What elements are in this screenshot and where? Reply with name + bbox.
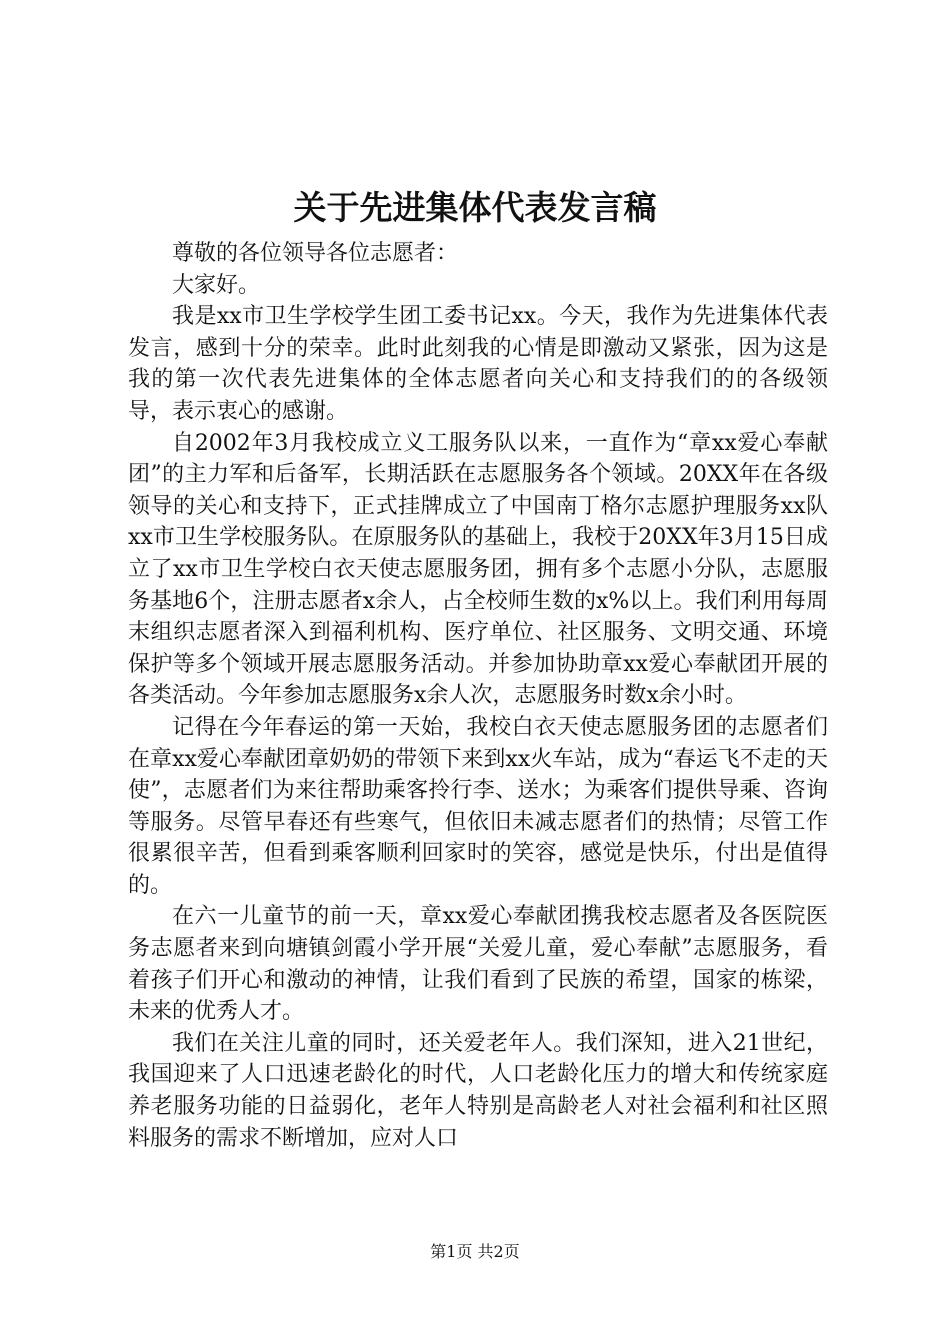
page-footer: 第1页 共2页 [430,1242,520,1261]
document-title: 关于先进集体代表发言稿 [293,188,657,227]
document-body [128,238,828,1154]
paragraph: 我是xx市卫生学校学生团工委书记xx。今天，我作为先进集体代表发言，感到十分的荣幸。此时此刻我的心情是即激动又紧张，因为这是我的第一次代表先进集体的全体志愿者向关心和支持我们的的各级领导，表示衷心的感谢。 [128,304,828,424]
paragraph: 在六一儿童节的前一天，章xx爱心奉献团携我校志愿者及各医院医务志愿者来到向塘镇剑霞小学开展“关爱儿童，爱心奉献”志愿服务，看着孩子们开心和激动的神情，让我们看到了民族的希望，国家的栋梁，未来的优秀人才。 [128,904,828,1025]
paragraph: 记得在今年春运的第一天始，我校白衣天使志愿服务团的志愿者们在章xx爱心奉献团章奶奶的带领下来到xx火车站，成为“春运飞不走的天使”，志愿者们为来往帮助乘客拎行李、送水；为乘客们提供导乘、咨询等服务。尽管早春还有些寒气，但依旧未减志愿者们的热情；尽管工作很累很辛苦，但看到乘客顺利回家时的笑容，感觉是快乐，付出是值得的。 [128,714,828,898]
paragraph: 自2002年3月我校成立义工服务队以来，一直作为“章xx爱心奉献团”的主力军和后备军，长期活跃在志愿服务各个领域。20XX年在各级领导的关心和支持下，正式挂牌成立了中国南丁格尔志愿护理服务xx队xx市卫生学校服务队。在原服务队的基础上，我校于20XX年3月15日成立了xx市卫生学校白衣天使志愿服务团，拥有多个志愿小分队，志愿服务基地6个，注册志愿者x余人，占全校师生数的x%以上。我们利用每周末组织志愿者深入到福利机构、医疗单位、社区服务、文明交通、环境保护等多个领域开展志愿服务活动。并参加协助章xx爱心奉献团开展的各类活动。今年参加志愿服务x余人次，志愿服务时数x余小时。 [128,430,828,709]
paragraph: 我们在关注儿童的同时，还关爱老年人。我们深知，进入21世纪，我国迎来了人口迅速老龄化的时代，人口老龄化压力的增大和传统家庭养老服务功能的日益弱化，老年人特别是高龄老人对社会福利和社区照料服务的需求不断增加，应对人口 [128,1030,828,1151]
salutation: 尊敬的各位领导各位志愿者： [172,241,459,266]
greeting: 大家好。 [172,272,261,298]
